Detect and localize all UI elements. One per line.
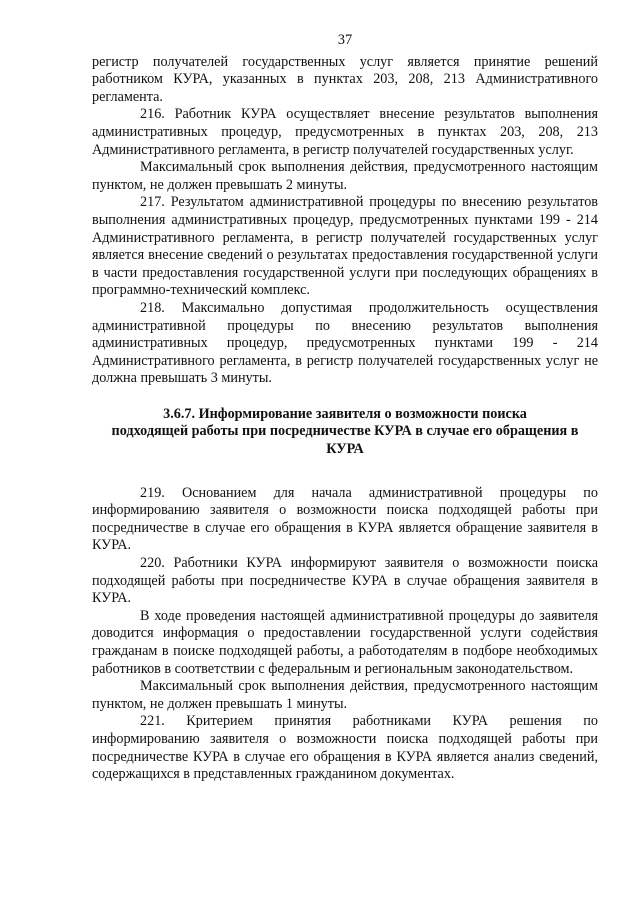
paragraph-216: 216. Работник КУРА осуществляет внесение результатов выполнения административных процедур, предусмотренных в пунктах 203, 208, 213 Административного регламента, в регистр получателей государственных услуг. <box>92 106 598 158</box>
paragraph-218: 218. Максимально допустимая продолжительность осуществления административной процедуры по внесению результатов выполнения административных процедур, предусмотренных пунктами 199 - 214 Административного регламента, в регистр получателей государственных услуг не должна превышать 3 минуты. <box>92 299 598 387</box>
paragraph-220-time-limit: Максимальный срок выполнения действия, предусмотренного настоящим пунктом, не должен превышать 1 минуты. <box>92 678 598 712</box>
spacer <box>92 459 598 485</box>
section-heading-line-2: подходящей работы при посредничестве КУРА в случае его обращения в <box>111 423 579 440</box>
page-number: 37 <box>337 32 353 48</box>
paragraph-220: 220. Работники КУРА информируют заявителя о возможности поиска подходящей работы при посредничестве КУРА в случае обращения заявителя в КУРА. <box>92 555 598 607</box>
paragraph-216-time-limit: Максимальный срок выполнения действия, предусмотренного настоящим пунктом, не должен превышать 2 минуты. <box>92 159 598 193</box>
section-heading-line-1: 3.6.7. Информирование заявителя о возможности поиска <box>163 405 527 422</box>
paragraph-217: 217. Результатом административной процедуры по внесению результатов выполнения административных процедур, предусмотренных пунктами 199 - 214 Административного регламента, в регистр получателей государственных услуг является внесение сведений о результатах предоставления государственной услуги в части предоставления государственной услуги при последующих обращениях в программно-технический комплекс. <box>92 194 598 299</box>
paragraph-221: 221. Критерием принятия работниками КУРА решения по информированию заявителя о возможности поиска подходящей работы при посредничестве КУРА в случае его обращения в КУРА является анализ сведений, содержащихся в представленных гражданином документах. <box>92 713 598 783</box>
document-page <box>92 32 598 784</box>
paragraph-220-info: В ходе проведения настоящей административной процедуры до заявителя доводится информация о предоставлении государственной услуги содействия гражданам в поиске подходящей работы, а работодателям в подборе необходимых работников в соответствии с федеральным и региональным законодательством. <box>92 607 598 677</box>
paragraph-219: 219. Основанием для начала административной процедуры по информированию заявителя о возможности поиска подходящей работы при посредничестве в случае его обращения в КУРА является обращение заявителя в КУРА. <box>92 484 598 554</box>
section-heading-line-3: КУРА <box>326 441 364 458</box>
section-heading <box>92 406 598 459</box>
paragraph-continuation: регистр получателей государственных услуг является принятие решений работником КУРА, указанных в пунктах 203, 208, 213 Административного регламента. <box>92 53 598 105</box>
